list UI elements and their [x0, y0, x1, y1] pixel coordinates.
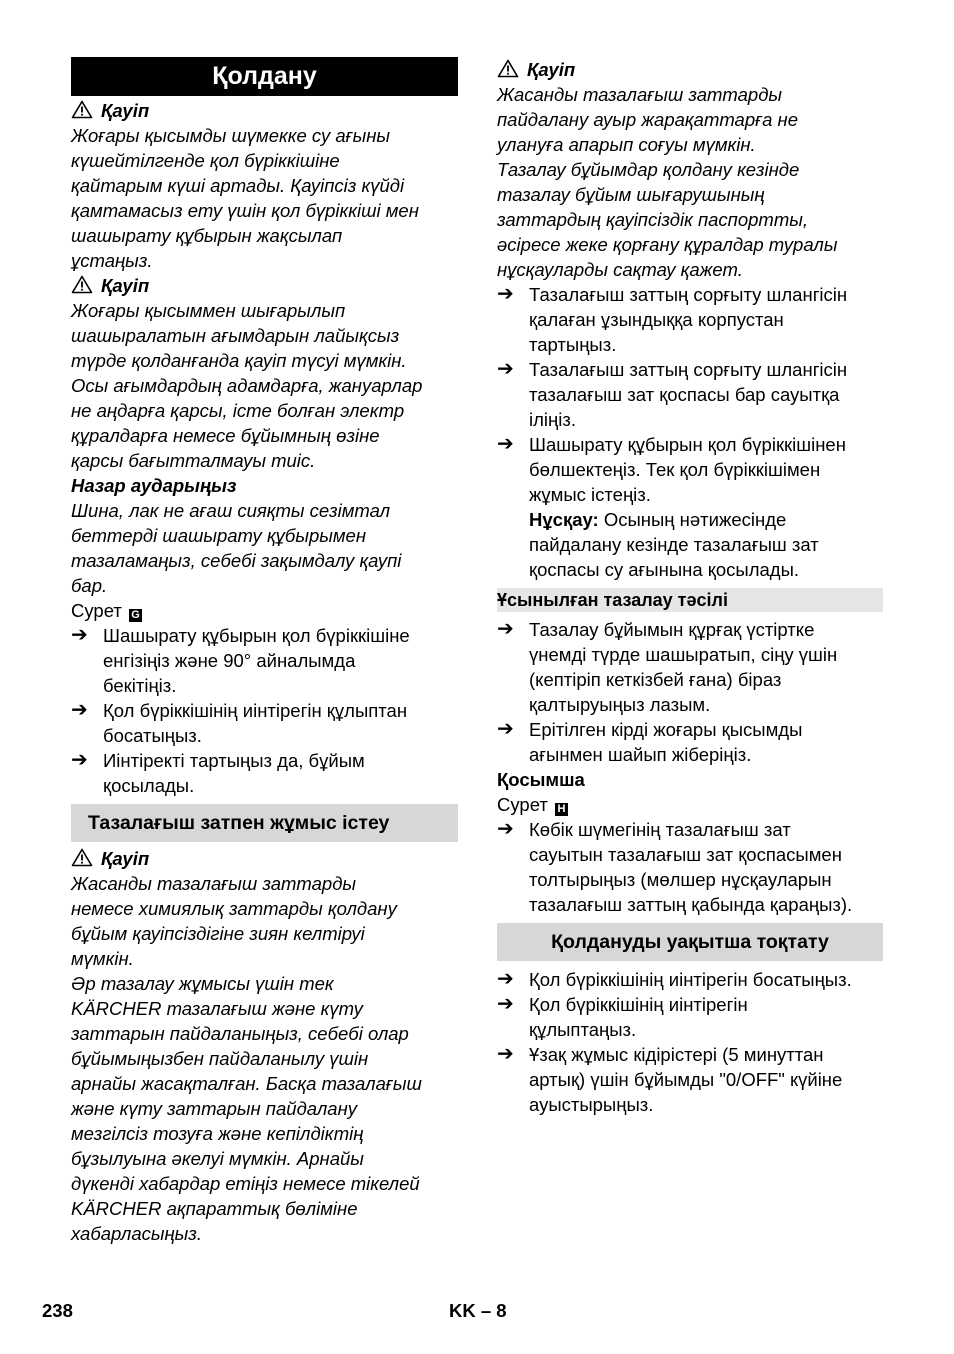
text-line: Тазалау бұйымдар қолдану кезінде	[497, 159, 800, 180]
danger-block-3	[71, 846, 458, 1246]
danger-heading	[71, 98, 458, 123]
warning-triangle-icon	[497, 59, 519, 78]
text-line: арнайы жасақталған. Басқа тазалағыш	[71, 1073, 422, 1094]
text-line: қайтарым күші артады. Қауіпсіз күйді	[71, 175, 405, 196]
text-line: Жоғары қысыммен шығарылып	[71, 300, 346, 321]
text-line: дүкенді хабардар етіңіз немесе тікелей	[71, 1173, 420, 1194]
arrow-right-icon: ➔	[497, 618, 514, 640]
danger-block-2	[71, 273, 458, 473]
step-item	[497, 432, 883, 507]
text-line: Қол бүріккішінің иінтірегін босатыңыз.	[529, 969, 852, 990]
arrow-right-icon: ➔	[497, 1043, 514, 1065]
text-line: пайдалану кезінде тазалағыш зат	[529, 534, 819, 555]
text-line: беттерді шашырату құбырымен	[71, 525, 367, 546]
text-line: Тазалағыш заттың сорғыту шлангісін	[529, 359, 848, 380]
text-line: шашыралатын ағымдарын лайықсыз	[71, 325, 400, 346]
text-line: Қол бүріккішінің иінтірегін құлыптан	[103, 700, 408, 721]
text-line: мүмкін.	[71, 948, 134, 969]
danger-heading	[71, 846, 458, 871]
text-line: қалаған ұзындыққа корпустан	[529, 309, 784, 330]
text-line: шашырату құбырын жақсылап	[71, 225, 343, 246]
step-item	[497, 282, 883, 357]
step-item	[71, 623, 458, 698]
text-line: құралдарға немесе бұйымның өзіне	[71, 425, 380, 446]
section-heading-pause: Қолдануды уақытша тоқтату	[497, 923, 883, 961]
text-line: және күту заттарын пайдалану	[71, 1098, 358, 1119]
caution-block	[71, 473, 458, 598]
text-line: заттардың қауіпсіздік паспортты,	[497, 209, 808, 230]
figure-label: Сурет	[497, 794, 548, 815]
text-line: қарсы бағытталмауы тиіс.	[71, 450, 316, 471]
step-item	[497, 357, 883, 432]
text-line: қосылады.	[103, 775, 195, 796]
text-line: Қол бүріккішінің иінтірегін	[529, 994, 748, 1015]
text-line: бекітіңіз.	[103, 675, 177, 696]
text-line: KÄRCHER тазалағыш және күту	[71, 998, 363, 1019]
danger-label: Қауіп	[527, 59, 576, 80]
figure-letter-badge: G	[129, 609, 142, 622]
text-line: тазалағыш зат қоспасы бар сауытқа	[529, 384, 840, 405]
text-line: пайдалану ауыр жарақаттарға не	[497, 109, 799, 130]
figure-label: Сурет	[71, 600, 122, 621]
text-line: Тазалау бұйымын құрғақ үстіртке	[529, 619, 815, 640]
danger-label: Қауіп	[101, 275, 150, 296]
step-item	[497, 992, 883, 1042]
text-line: Тазалағыш заттың сорғыту шлангісін	[529, 284, 848, 305]
danger-heading	[497, 57, 883, 82]
danger-block-1	[71, 98, 458, 273]
danger-text	[71, 123, 458, 273]
step-item	[71, 698, 458, 748]
text-line: үнемді түрде шашыратып, сіңу үшін	[529, 644, 838, 665]
text-line: тазалау бұйым шығарушының	[497, 184, 765, 205]
figure-reference	[497, 792, 883, 817]
text-line: Көбік шүмегінің тазалағыш зат	[529, 819, 791, 840]
text-line: Шина, лак не ағаш сияқты сезімтал	[71, 500, 391, 521]
text-line: заттарын пайдаланыңыз, себебі олар	[71, 1023, 409, 1044]
text-line: қоспасы су ағынына қосылады.	[529, 559, 800, 580]
danger-heading	[71, 273, 458, 298]
note-first-line	[529, 507, 883, 532]
danger-block-4	[497, 57, 883, 282]
note-block	[497, 507, 883, 582]
text-line: Ұзақ жұмыс кідірістері (5 минуттан	[529, 1044, 824, 1065]
page-code: KK – 8	[449, 1300, 507, 1321]
note-text: Осының нәтижесінде	[598, 509, 787, 530]
page-title: Қолдану	[71, 57, 458, 96]
arrow-right-icon: ➔	[497, 358, 514, 380]
step-item	[497, 967, 883, 992]
arrow-right-icon: ➔	[497, 993, 514, 1015]
text-line: бөлшектеңіз. Тек қол бүріккішімен	[529, 459, 821, 480]
text-line: ағынмен шайып жіберіңіз.	[529, 744, 752, 765]
text-line: Шашырату құбырын қол бүріккішінен	[529, 434, 846, 455]
text-line: толтырыңыз (мөлшер нұсқауларын	[529, 869, 832, 890]
text-line: нұсқауларды сақтау қажет.	[497, 259, 743, 280]
page-number: 238	[42, 1300, 73, 1321]
text-line: мезгілсіз тозуға және кепілдіктің	[71, 1123, 364, 1144]
text-line: ұстаңыз.	[71, 250, 153, 271]
subsection-heading-cleaning-method: Ұсынылған тазалау тәсілі	[497, 588, 883, 612]
text-line: (кептіріп кеткізбей ғана) біраз	[529, 669, 782, 690]
caution-heading: Назар аударыңыз	[71, 475, 237, 496]
text-line: тазалағыш заттың қабында қараңыз).	[529, 894, 853, 915]
text-line: бұйымыңызбен пайдаланылу үшін	[71, 1048, 369, 1069]
text-line: бар.	[71, 575, 108, 596]
warning-triangle-icon	[71, 848, 93, 867]
step-item	[497, 717, 883, 767]
text-line: Шашырату құбырын қол бүріккішіне	[103, 625, 410, 646]
danger-text	[71, 871, 458, 1246]
text-line: қалтыруыңыз лазым.	[529, 694, 711, 715]
step-item	[497, 1042, 883, 1117]
text-line: сауытын тазалағыш зат қоспасымен	[529, 844, 842, 865]
text-line: Ерітілген кірді жоғары қысымды	[529, 719, 803, 740]
section-heading-detergent: Тазалағыш затпен жұмыс істеу	[71, 804, 458, 842]
extra-heading: Қосымша	[497, 769, 585, 790]
text-line: не аңдарға қарсы, істе болған электр	[71, 400, 405, 421]
danger-label: Қауіп	[101, 848, 150, 869]
left-column	[71, 57, 458, 1246]
text-line: улануға апарып соғуы мүмкін.	[497, 134, 756, 155]
warning-triangle-icon	[71, 100, 93, 119]
text-line: түрде қолданғанда қауіп түсуі мүмкін.	[71, 350, 407, 371]
text-line: бұзылуына әкелуі мүмкін. Арнайы	[71, 1148, 364, 1169]
warning-triangle-icon	[71, 275, 93, 294]
text-line: босатыңыз.	[103, 725, 202, 746]
text-line: ауыстырыңыз.	[529, 1094, 654, 1115]
arrow-right-icon: ➔	[71, 624, 88, 646]
note-label: Нұсқау:	[529, 509, 599, 530]
figure-letter-badge: H	[555, 803, 568, 816]
text-line: әсіресе жеке қорғану құралдар туралы	[497, 234, 838, 255]
arrow-right-icon: ➔	[497, 718, 514, 740]
text-line: күшейтілгенде қол бүріккішіне	[71, 150, 340, 171]
text-line: бұйым қауіпсіздігіне зиян келтіруі	[71, 923, 365, 944]
arrow-right-icon: ➔	[497, 433, 514, 455]
text-line: енгізіңіз және 90° айналымда	[103, 650, 356, 671]
step-item	[497, 617, 883, 717]
right-column	[497, 57, 883, 1117]
text-line: Осы ағымдардың адамдарға, жануарлар	[71, 375, 423, 396]
text-line: Иінтіректі тартыңыз да, бұйым	[103, 750, 365, 771]
figure-reference	[71, 598, 458, 623]
text-line: қамтамасыз ету үшін қол бүріккіші мен	[71, 200, 419, 221]
text-line: іліңіз.	[529, 409, 576, 430]
arrow-right-icon: ➔	[497, 283, 514, 305]
text-line: KÄRCHER ақпараттық бөліміне	[71, 1198, 358, 1219]
text-line: құлыптаңыз.	[529, 1019, 637, 1040]
text-line: Жасанды тазалағыш заттарды	[497, 84, 783, 105]
text-line: жұмыс істеңіз.	[529, 484, 651, 505]
text-line: тазаламаңыз, себебі зақымдалу қаупі	[71, 550, 402, 571]
arrow-right-icon: ➔	[497, 818, 514, 840]
danger-text	[71, 298, 458, 473]
danger-text	[497, 82, 883, 282]
arrow-right-icon: ➔	[71, 749, 88, 771]
arrow-right-icon: ➔	[71, 699, 88, 721]
step-item	[71, 748, 458, 798]
danger-label: Қауіп	[101, 100, 150, 121]
text-line: Жоғары қысымды шүмекке су ағыны	[71, 125, 391, 146]
text-line: тартыңыз.	[529, 334, 617, 355]
text-line: немесе химиялық заттарды қолдану	[71, 898, 397, 919]
arrow-right-icon: ➔	[497, 968, 514, 990]
text-line: Жасанды тазалағыш заттарды	[71, 873, 357, 894]
text-line: Әр тазалау жұмысы үшін тек	[71, 973, 334, 994]
step-item	[497, 817, 883, 917]
caution-text	[71, 498, 458, 598]
text-line: хабарласыңыз.	[71, 1223, 203, 1244]
text-line: артық) үшін бұйымды "0/OFF" күйіне	[529, 1069, 843, 1090]
